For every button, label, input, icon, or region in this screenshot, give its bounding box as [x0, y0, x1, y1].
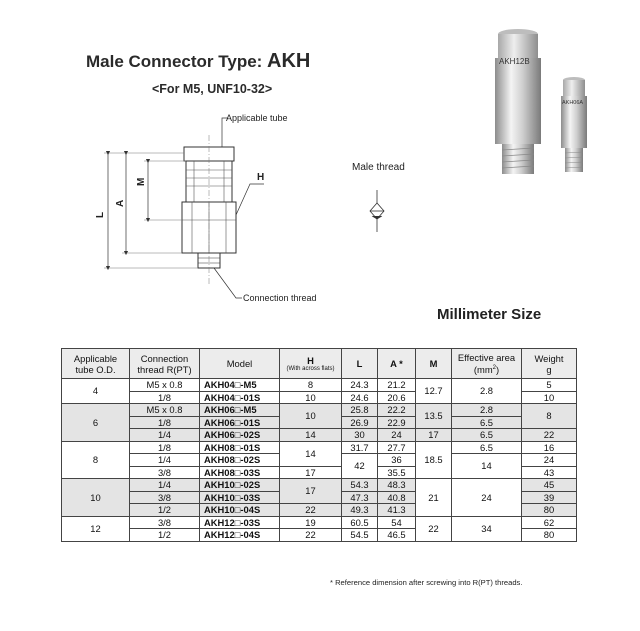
- cell-thread: 3/8: [130, 516, 200, 529]
- col-m: M: [416, 349, 452, 379]
- cell-tube: 8: [62, 441, 130, 479]
- col-area: Effective area $(mm^2)$: [452, 349, 522, 379]
- cell-h: 14: [280, 441, 342, 466]
- cell-l: 42: [342, 454, 378, 479]
- cell-m: 18.5: [416, 441, 452, 479]
- cell-thread: M5 x 0.8: [130, 404, 200, 417]
- cell-model: AKH06□-01S: [200, 416, 280, 429]
- page-subtitle: <For M5, UNF10-32>: [152, 82, 273, 96]
- cell-model: AKH08□-02S: [200, 454, 280, 467]
- photo-large-label: AKH12B: [499, 57, 530, 66]
- cell-thread: 1/4: [130, 479, 200, 492]
- cell-m: 22: [416, 516, 452, 541]
- table-header-row: [62, 349, 577, 379]
- cell-thread: 1/2: [130, 504, 200, 517]
- cell-h: 17: [280, 466, 342, 479]
- cell-thread: 3/8: [130, 466, 200, 479]
- title-prefix: Male Connector Type:: [86, 52, 268, 71]
- col-l: L: [342, 349, 378, 379]
- cell-weight: 43: [522, 466, 577, 479]
- dim-l-label: L: [95, 211, 106, 218]
- cell-a: 41.3: [378, 504, 416, 517]
- cell-tube: 12: [62, 516, 130, 541]
- cell-weight: 45: [522, 479, 577, 492]
- col-h: H (With across flats): [280, 349, 342, 379]
- footnote: * Reference dimension after screwing into R(PT) threads.: [330, 578, 523, 587]
- cell-model: AKH08□-03S: [200, 466, 280, 479]
- cell-a: 22.9: [378, 416, 416, 429]
- cell-l: 30: [342, 429, 378, 442]
- cell-a: 27.7: [378, 441, 416, 454]
- cell-a: 48.3: [378, 479, 416, 492]
- title-model: AKH: [267, 50, 311, 72]
- cell-model: AKH06□-M5: [200, 404, 280, 417]
- cell-model: AKH06□-02S: [200, 429, 280, 442]
- cell-area: 14: [452, 454, 522, 479]
- cell-area: 6.5: [452, 416, 522, 429]
- cell-a: 21.2: [378, 379, 416, 392]
- cell-area: 6.5: [452, 429, 522, 442]
- cell-weight: 16: [522, 441, 577, 454]
- cell-thread: 1/4: [130, 454, 200, 467]
- cell-area: 2.8: [452, 404, 522, 417]
- cell-m: 17: [416, 429, 452, 442]
- cell-h: 10: [280, 404, 342, 429]
- cell-m: 13.5: [416, 404, 452, 429]
- cell-model: AKH08□-01S: [200, 441, 280, 454]
- cell-model: AKH10□-02S: [200, 479, 280, 492]
- photo-small-label: AKH06A: [562, 100, 584, 106]
- col-tube-od: Applicable tube O.D.: [62, 349, 130, 379]
- cell-a: 46.5: [378, 529, 416, 542]
- applicable-tube-label: Applicable tube: [226, 113, 288, 123]
- cell-weight: 5: [522, 379, 577, 392]
- cell-l: 24.6: [342, 391, 378, 404]
- cell-weight: 24: [522, 454, 577, 467]
- cell-area: 2.8: [452, 379, 522, 404]
- male-thread-label: Male thread: [352, 162, 405, 173]
- table-row: [62, 404, 577, 417]
- dim-a-label: A: [115, 199, 126, 207]
- cell-l: 47.3: [342, 491, 378, 504]
- cell-weight: 80: [522, 529, 577, 542]
- cell-a: 20.6: [378, 391, 416, 404]
- cell-a: 36: [378, 454, 416, 467]
- cell-thread: M5 x 0.8: [130, 379, 200, 392]
- cell-weight: 62: [522, 516, 577, 529]
- cell-model: AKH10□-04S: [200, 504, 280, 517]
- cell-l: 26.9: [342, 416, 378, 429]
- cell-weight: 80: [522, 504, 577, 517]
- table-row: [62, 516, 577, 529]
- cell-l: 49.3: [342, 504, 378, 517]
- cell-h: 22: [280, 529, 342, 542]
- cell-weight: 10: [522, 391, 577, 404]
- cell-l: 25.8: [342, 404, 378, 417]
- spec-table: [61, 348, 577, 542]
- cell-thread: 1/2: [130, 529, 200, 542]
- cell-thread: 3/8: [130, 491, 200, 504]
- cell-h: 10: [280, 391, 342, 404]
- cell-weight: 22: [522, 429, 577, 442]
- cell-a: 24: [378, 429, 416, 442]
- table-row: [62, 479, 577, 492]
- cell-a: 54: [378, 516, 416, 529]
- cell-area: 34: [452, 516, 522, 541]
- table-row: [62, 441, 577, 454]
- cell-a: 40.8: [378, 491, 416, 504]
- cell-m: 21: [416, 479, 452, 517]
- cell-weight: 39: [522, 491, 577, 504]
- connection-thread-label: Connection thread: [243, 293, 317, 303]
- cell-model: AKH04□-01S: [200, 391, 280, 404]
- cell-l: 54.5: [342, 529, 378, 542]
- cell-tube: 6: [62, 404, 130, 442]
- product-photo: [478, 26, 618, 181]
- cell-h: 19: [280, 516, 342, 529]
- cell-h: 17: [280, 479, 342, 504]
- cell-l: 24.3: [342, 379, 378, 392]
- table-row: [62, 429, 577, 442]
- col-a: A *: [378, 349, 416, 379]
- table-row: [62, 379, 577, 392]
- dim-m-label: M: [136, 177, 147, 186]
- male-thread-symbol: [370, 190, 384, 232]
- cell-thread: 1/8: [130, 391, 200, 404]
- cell-weight: 8: [522, 404, 577, 429]
- cell-model: AKH10□-03S: [200, 491, 280, 504]
- millimeter-size-title: Millimeter Size: [437, 306, 542, 323]
- cell-tube: 10: [62, 479, 130, 517]
- cell-l: 60.5: [342, 516, 378, 529]
- cell-model: AKH12□-04S: [200, 529, 280, 542]
- cell-a: 22.2: [378, 404, 416, 417]
- col-thread: Connection thread R(PT): [130, 349, 200, 379]
- cell-a: 35.5: [378, 466, 416, 479]
- cell-l: 54.3: [342, 479, 378, 492]
- cell-thread: 1/8: [130, 441, 200, 454]
- cell-thread: 1/8: [130, 416, 200, 429]
- cell-h: 14: [280, 429, 342, 442]
- cell-model: AKH12□-03S: [200, 516, 280, 529]
- cell-area: 24: [452, 479, 522, 517]
- cell-h: 8: [280, 379, 342, 392]
- cell-m: 12.7: [416, 379, 452, 404]
- col-model: Model: [200, 349, 280, 379]
- cell-h: 22: [280, 504, 342, 517]
- cell-model: AKH04□-M5: [200, 379, 280, 392]
- cell-area: 6.5: [452, 441, 522, 454]
- col-weight: Weight g: [522, 349, 577, 379]
- dim-h-label: H: [257, 172, 265, 183]
- cell-l: 31.7: [342, 441, 378, 454]
- cell-tube: 4: [62, 379, 130, 404]
- cell-thread: 1/4: [130, 429, 200, 442]
